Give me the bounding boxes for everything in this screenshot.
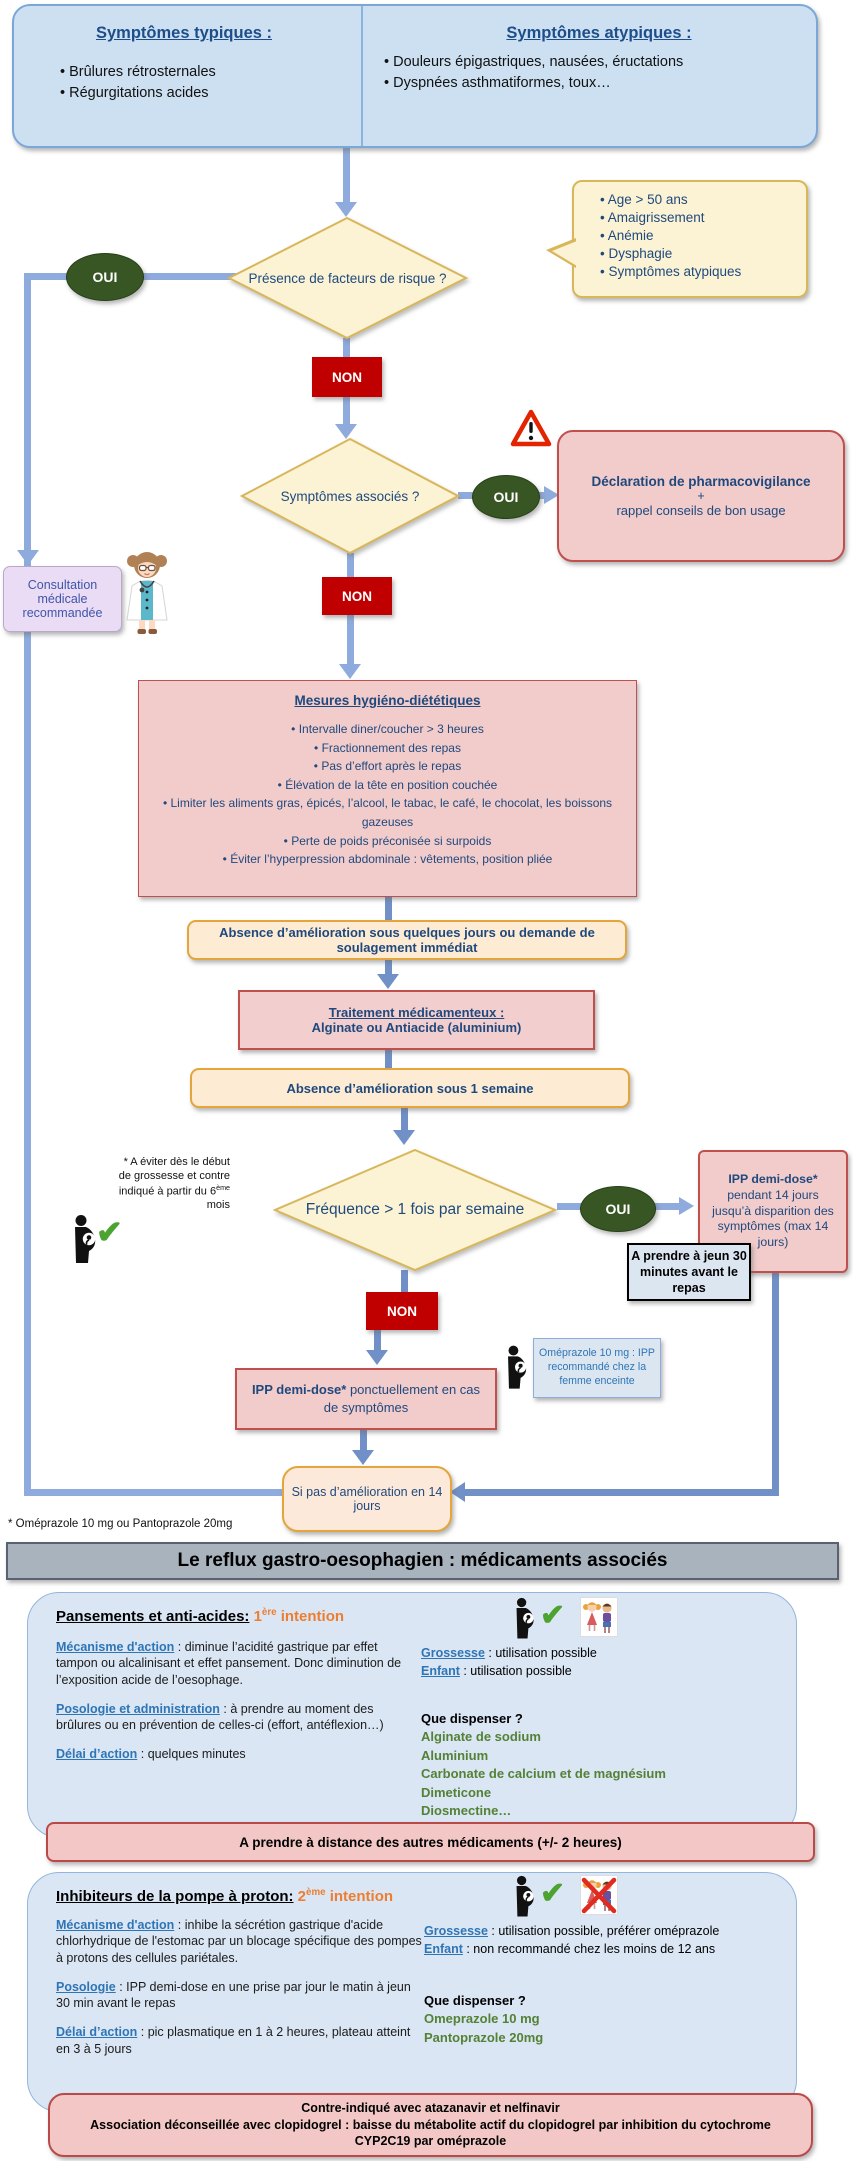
mechanism-paragraph bbox=[56, 1917, 424, 1966]
field-label: Enfant bbox=[424, 1941, 463, 1956]
ipp-rest-text: pendant 14 jours jusqu’à disparition des symptômes (max 14 jours) bbox=[712, 1187, 834, 1250]
ipp-bold-text: IPP demi-dose* bbox=[251, 1382, 347, 1398]
field-label: Grossesse bbox=[424, 1924, 488, 1938]
risk-factors-callout bbox=[572, 180, 808, 298]
atypical-symptoms-list bbox=[384, 54, 684, 96]
no-improvement-week-box: Absence d’amélioration sous 1 semaine bbox=[190, 1068, 630, 1108]
pregnant-icon bbox=[508, 1875, 542, 1919]
children-icon bbox=[580, 1597, 618, 1637]
heading-text: Pansements et anti-acides: bbox=[56, 1608, 250, 1625]
warning-line: Association déconseillée avec clopidogrel : baisse du métabolite actif du clopidogrel par inhibition du cytochrome CYP2C19 par oméprazole bbox=[90, 2117, 771, 2149]
pharmacovigilance-subtitle: rappel conseils de bon usage bbox=[616, 503, 786, 518]
dispense-title: Que dispenser ? bbox=[421, 1711, 523, 1726]
mechanism-paragraph bbox=[56, 1639, 418, 1688]
omeprazole-pregnancy-box: Oméprazole 10 mg : IPP recommandé chez la femme enceinte bbox=[533, 1338, 661, 1398]
no-improvement-days-box: Absence d’amélioration sous quelques jours ou demande de soulagement immédiat bbox=[187, 920, 627, 960]
warnings-box bbox=[48, 2093, 813, 2157]
field-label: Délai d’action bbox=[56, 1747, 138, 1762]
diamond-label: Présence de facteurs de risque ? bbox=[248, 270, 447, 286]
drug-item: Omeprazole 10 mg bbox=[424, 2011, 540, 2027]
connector-line bbox=[24, 273, 31, 1496]
connector-line bbox=[360, 1430, 367, 1452]
spacing-note-strip: A prendre à distance des autres médicaments (+/- 2 heures) bbox=[46, 1822, 815, 1862]
connector-line bbox=[385, 897, 392, 922]
hygiene-title: Mesures hygiéno-diététiques bbox=[294, 693, 481, 708]
drug-item: Aluminium bbox=[421, 1747, 489, 1763]
plus-sign: + bbox=[697, 489, 705, 503]
note-sup: ème bbox=[216, 1183, 230, 1192]
list-item: • Amaigrissement bbox=[600, 210, 800, 225]
oui-badge: OUI bbox=[472, 475, 540, 519]
arrowhead bbox=[679, 1197, 694, 1215]
non-badge: NON bbox=[312, 357, 382, 397]
pregnancy-line bbox=[421, 1645, 791, 1663]
field-label: Posologie et administration bbox=[56, 1701, 220, 1716]
diamond-label: Fréquence > 1 fois par semaine bbox=[305, 1201, 525, 1218]
field-label: Posologie bbox=[56, 1979, 116, 1994]
check-icon: ✔ bbox=[540, 1877, 566, 1910]
non-badge: NON bbox=[322, 577, 392, 615]
ipp-rest-text: ponctuellement en cas de symptômes bbox=[323, 1382, 481, 1415]
treatment-detail: Alginate ou Antiacide (aluminium) bbox=[311, 1020, 522, 1035]
posology-paragraph bbox=[56, 1979, 424, 2012]
list-item: • Brûlures rétrosternales bbox=[60, 64, 350, 80]
field-text: : non recommandé chez les moins de 12 ans bbox=[462, 1941, 716, 1956]
arrowhead bbox=[17, 550, 39, 565]
ppi-card bbox=[27, 1872, 797, 2112]
connector-line bbox=[401, 1108, 408, 1132]
pharmacovigilance-box bbox=[557, 430, 845, 562]
connector-line bbox=[343, 148, 350, 206]
warning-line: Contre-indiqué avec atazanavir et nelfinavir bbox=[301, 2100, 560, 2115]
ipp-prn-box bbox=[235, 1368, 497, 1430]
ppi-right-column bbox=[424, 1923, 804, 2047]
heading-text: Inhibiteurs de la pompe à proton: bbox=[56, 1888, 294, 1905]
pregnancy-note bbox=[112, 1156, 230, 1213]
list-item: • Perte de poids préconisée si surpoids bbox=[283, 833, 492, 848]
onset-paragraph bbox=[56, 2024, 424, 2057]
field-label: Délai d’action bbox=[56, 2025, 138, 2040]
field-label: Enfant bbox=[421, 1663, 460, 1678]
note-text: mois bbox=[206, 1198, 230, 1211]
pregnancy-line bbox=[424, 1923, 804, 1941]
ipp-prn-text bbox=[251, 1381, 481, 1416]
onset-paragraph bbox=[56, 1746, 418, 1762]
arrowhead bbox=[335, 202, 357, 217]
intent-text: 1ère intention bbox=[249, 1607, 345, 1625]
arrowhead bbox=[377, 974, 399, 989]
ipp-bold-text: IPP demi-dose* bbox=[728, 1172, 818, 1187]
antacids-heading bbox=[56, 1607, 344, 1626]
ppi-left-column bbox=[56, 1917, 424, 2070]
list-item: • Anémie bbox=[600, 228, 800, 243]
symptoms-box bbox=[12, 4, 818, 148]
atypical-symptoms-title: Symptômes atypiques : bbox=[506, 24, 692, 42]
children-forbidden-icon bbox=[580, 1875, 618, 1915]
callout-tail-fill bbox=[552, 241, 577, 266]
antacids-left-column bbox=[56, 1639, 418, 1776]
non-badge: NON bbox=[366, 1292, 438, 1330]
field-text: : IPP demi-dose en une prise par jour le matin à jeun 30 min avant le repas bbox=[56, 1979, 411, 2010]
antacids-card bbox=[27, 1592, 797, 1838]
list-item: • Élévation de la tête en position couchée bbox=[277, 777, 498, 792]
arrowhead bbox=[339, 664, 361, 679]
children-line bbox=[424, 1941, 804, 1959]
arrowhead bbox=[450, 1482, 465, 1502]
antacids-right-column bbox=[421, 1645, 791, 1820]
list-item: • Limiter les aliments gras, épicés, l’alcool, le tabac, le café, le chocolat, les boissons gazeuses bbox=[162, 796, 613, 829]
arrowhead bbox=[366, 1350, 388, 1365]
field-text: : utilisation possible bbox=[484, 1646, 597, 1660]
field-text: : utilisation possible bbox=[459, 1663, 572, 1678]
oui-badge: OUI bbox=[580, 1186, 656, 1232]
field-text: : utilisation possible, préférer oméprazole bbox=[487, 1924, 720, 1938]
typical-symptoms-list bbox=[60, 64, 350, 106]
treatment-box bbox=[238, 990, 595, 1050]
hygiene-box bbox=[138, 680, 637, 897]
drug-item: Dimeticone bbox=[421, 1784, 492, 1800]
arrowhead bbox=[393, 1130, 415, 1145]
arrowhead bbox=[352, 1450, 374, 1465]
posology-paragraph bbox=[56, 1701, 418, 1734]
no-improvement-14d-box: Si pas d’amélioration en 14 jours bbox=[282, 1466, 452, 1532]
list-item: • Douleurs épigastriques, nausées, éructations bbox=[384, 54, 684, 70]
list-item: • Régurgitations acides bbox=[60, 85, 350, 101]
doctor-illustration bbox=[122, 550, 172, 638]
drug-item: Carbonate de calcium et de magnésium bbox=[421, 1766, 666, 1782]
pregnant-icon bbox=[508, 1597, 542, 1641]
pharmacovigilance-title: Déclaration de pharmacovigilance bbox=[591, 474, 811, 489]
list-item: • Dysphagie bbox=[600, 246, 800, 261]
warning-icon bbox=[510, 408, 552, 450]
connector-line bbox=[24, 1489, 284, 1496]
connector-line bbox=[458, 1489, 779, 1496]
field-text: : diminue l’acidité gastrique par effet tampon ou alcalinisant et effet pansement. Donc diminution de l’exposition acide de l’oesophage. bbox=[56, 1640, 402, 1687]
fasting-note-box: A prendre à jeun 30 minutes avant le repas bbox=[627, 1243, 751, 1301]
field-label: Mécanisme d'action bbox=[56, 1640, 175, 1654]
dispense-title: Que dispenser ? bbox=[424, 1993, 526, 2008]
note-text: * A éviter dès le début de grossesse et contre indiqué à partir du 6 bbox=[118, 1156, 230, 1198]
list-item bbox=[153, 720, 622, 739]
field-text: : inhibe la sécrétion gastrique d'acide chlorhydrique de l'estomac par un blocage spécifique des pompes à protons des cellules pariétales. bbox=[56, 1918, 422, 1965]
diamond-label: Symptômes associés ? bbox=[280, 488, 420, 504]
drug-item: Alginate de sodium bbox=[421, 1729, 541, 1745]
field-label: Mécanisme d'action bbox=[56, 1918, 175, 1932]
field-text: : pic plasmatique en 1 à 2 heures, plateau atteint en 3 à 5 jours bbox=[56, 2025, 411, 2056]
drug-item: Diosmectine… bbox=[421, 1803, 512, 1818]
list-item: • Age > 50 ans bbox=[600, 192, 800, 207]
list-item: • Fractionnement des repas bbox=[314, 740, 461, 755]
field-text: : à prendre au moment des brûlures ou en prévention de celles-ci (effort, antéflexion…) bbox=[56, 1701, 384, 1732]
field-label: Grossesse bbox=[421, 1646, 485, 1660]
treatment-title: Traitement médicamenteux : bbox=[328, 1005, 505, 1020]
ppi-heading bbox=[56, 1887, 393, 1906]
risk-factors-list bbox=[600, 192, 800, 282]
connector-line bbox=[385, 1050, 392, 1068]
intent-text: 2ème intention bbox=[293, 1887, 394, 1905]
check-icon: ✔ bbox=[540, 1599, 566, 1632]
pregnant-icon bbox=[500, 1344, 534, 1392]
footnote: * Oméprazole 10 mg ou Pantoprazole 20mg bbox=[8, 1518, 233, 1530]
divider bbox=[361, 6, 363, 146]
hygiene-list bbox=[153, 720, 622, 869]
section-title-bar: Le reflux gastro-oesophagien : médicaments associés bbox=[6, 1542, 839, 1580]
bullet-text: • Intervalle diner/coucher > 3 heures bbox=[291, 722, 484, 736]
list-item: • Dyspnées asthmatiformes, toux… bbox=[384, 75, 684, 91]
children-line bbox=[421, 1663, 791, 1681]
frequency-diamond bbox=[273, 1148, 557, 1272]
field-text: : quelques minutes bbox=[137, 1747, 246, 1762]
associated-diamond bbox=[240, 437, 460, 555]
list-item: • Symptômes atypiques bbox=[600, 264, 800, 279]
list-item: • Pas d’effort après le repas bbox=[313, 759, 462, 774]
check-icon: ✔ bbox=[96, 1214, 123, 1250]
oui-badge: OUI bbox=[66, 253, 144, 301]
typical-symptoms-title: Symptômes typiques : bbox=[95, 24, 273, 42]
list-item: • Éviter l’hyperpression abdominale : vêtements, position pliée bbox=[222, 852, 553, 867]
risk-diamond bbox=[227, 216, 468, 340]
drug-item: Pantoprazole 20mg bbox=[424, 2029, 544, 2045]
consultation-box: Consultation médicale recommandée bbox=[3, 566, 122, 632]
connector-line bbox=[772, 1273, 779, 1496]
